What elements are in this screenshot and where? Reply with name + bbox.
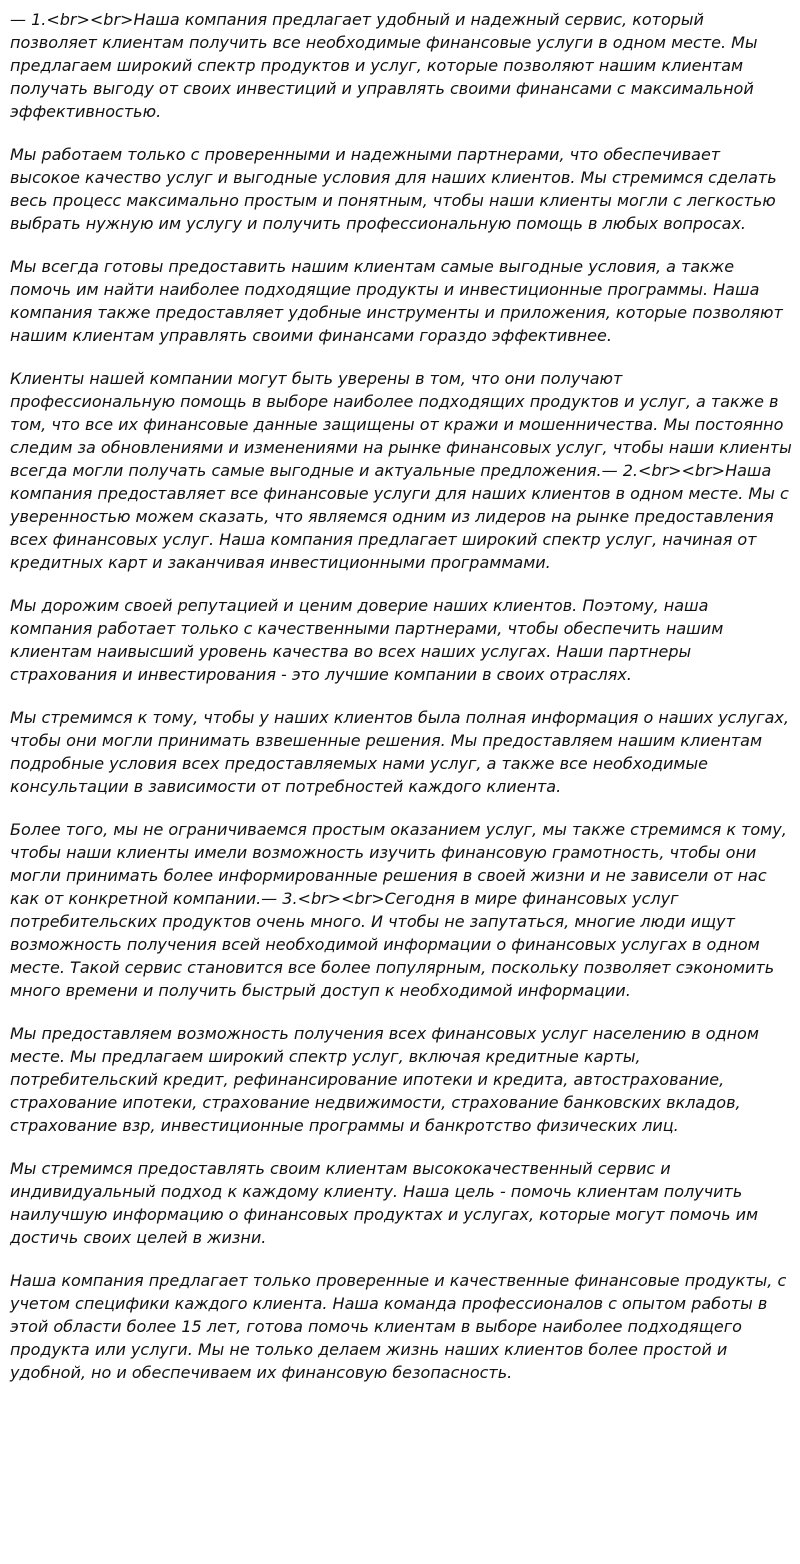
paragraph-3: Мы всегда готовы предоставить нашим клиентам самые выгодные условия, а также помочь им найти наиболее подходящие продукты и инвестиционные программы. Наша компания также предоставляет удобные инструменты и приложения, которые позволяют нашим клиентам управлять своими финансами гораздо эффективнее. [10, 257, 783, 345]
paragraph-6: Мы стремимся к тому, чтобы у наших клиентов была полная информация о наших услугах, чтобы они могли принимать взвешенные решения. Мы предоставляем нашим клиентам подробные условия всех предоставляемых нами услуг, а также все необходимые консультации в зависимости от потребностей каждого клиента. [10, 708, 789, 796]
paragraph-9: Мы стремимся предоставлять своим клиентам высококачественный сервис и индивидуальный подход к каждому клиенту. Наша цель - помочь клиентам получить наилучшую информацию о финансовых продуктах и услугах, которые могут помочь им достичь своих целей в жизни. [10, 1159, 759, 1247]
paragraph-7: Более того, мы не ограничиваемся простым оказанием услуг, мы также стремимся к тому, чтобы наши клиенты имели возможность изучить финансовую грамотность, чтобы они могли принимать более информированные решения в своей жизни и не зависели от нас как от конкретной компании.— 3.<br><br>Сегодня в мире финансовых услуг потребительских продуктов очень много. И чтобы не запутаться, многие люди ищут возможность получения всей необходимой информации о финансовых услугах в одном месте. Такой сервис становится все более популярным, поскольку позволяет сэкономить много времени и получить быстрый доступ к необходимой информации. [10, 820, 787, 1000]
paragraph-10: Наша компания предлагает только проверенные и качественные финансовые продукты, с учетом специфики каждого клиента. Наша команда профессионалов с опытом работы в этой области более 15 лет, готова помочь клиентам в выборе наиболее подходящего продукта или услуги. Мы не только делаем жизнь наших клиентов более простой и удобной, но и обеспечиваем их финансовую безопасность. [10, 1271, 787, 1382]
paragraph-8: Мы предоставляем возможность получения всех финансовых услуг населению в одном месте. Мы предлагаем широкий спектр услуг, включая кредитные карты, потребительский кредит, рефинансирование ипотеки и кредита, автострахование, страхование ипотеки, страхование недвижимости, страхование банковских вкладов, страхование взр, инвестиционные программы и банкротство физических лиц. [10, 1024, 759, 1135]
paragraph-1: — 1.<br><br>Наша компания предлагает удобный и надежный сервис, который позволяет клиентам получить все необходимые финансовые услуги в одном месте. Мы предлагаем широкий спектр продуктов и услуг, которые позволяют нашим клиентам получать выгоду от своих инвестиций и управлять своими финансами с максимальной эффективностью. [10, 10, 758, 121]
paragraph-2: Мы работаем только с проверенными и надежными партнерами, что обеспечивает высокое качество услуг и выгодные условия для наших клиентов. Мы стремимся сделать весь процесс максимально простым и понятным, чтобы наши клиенты могли с легкостью выбрать нужную им услугу и получить профессиональную помощь в любых вопросах. [10, 145, 777, 233]
paragraph-4: Клиенты нашей компании могут быть уверены в том, что они получают профессиональную помощь в выборе наиболее подходящих продуктов и услуг, а также в том, что все их финансовые данные защищены от кражи и мошенничества. Мы постоянно следим за обновлениями и изменениями на рынке финансовых услуг, чтобы наши клиенты всегда могли получать самые выгодные и актуальные предложения.— 2.<br><br>Наша компания предоставляет все финансовые услуги для наших клиентов в одном месте. Мы с уверенностью можем сказать, что являемся одним из лидеров на рынке предоставления всех финансовых услуг. Наша компания предлагает широкий спектр услуг, начиная от кредитных карт и заканчивая инвестиционными программами. [10, 369, 792, 572]
paragraph-5: Мы дорожим своей репутацией и ценим доверие наших клиентов. Поэтому, наша компания работает только с качественными партнерами, чтобы обеспечить нашим клиентам наивысший уровень качества во всех наших услугах. Наши партнеры страхования и инвестирования - это лучшие компании в своих отраслях. [10, 596, 724, 684]
